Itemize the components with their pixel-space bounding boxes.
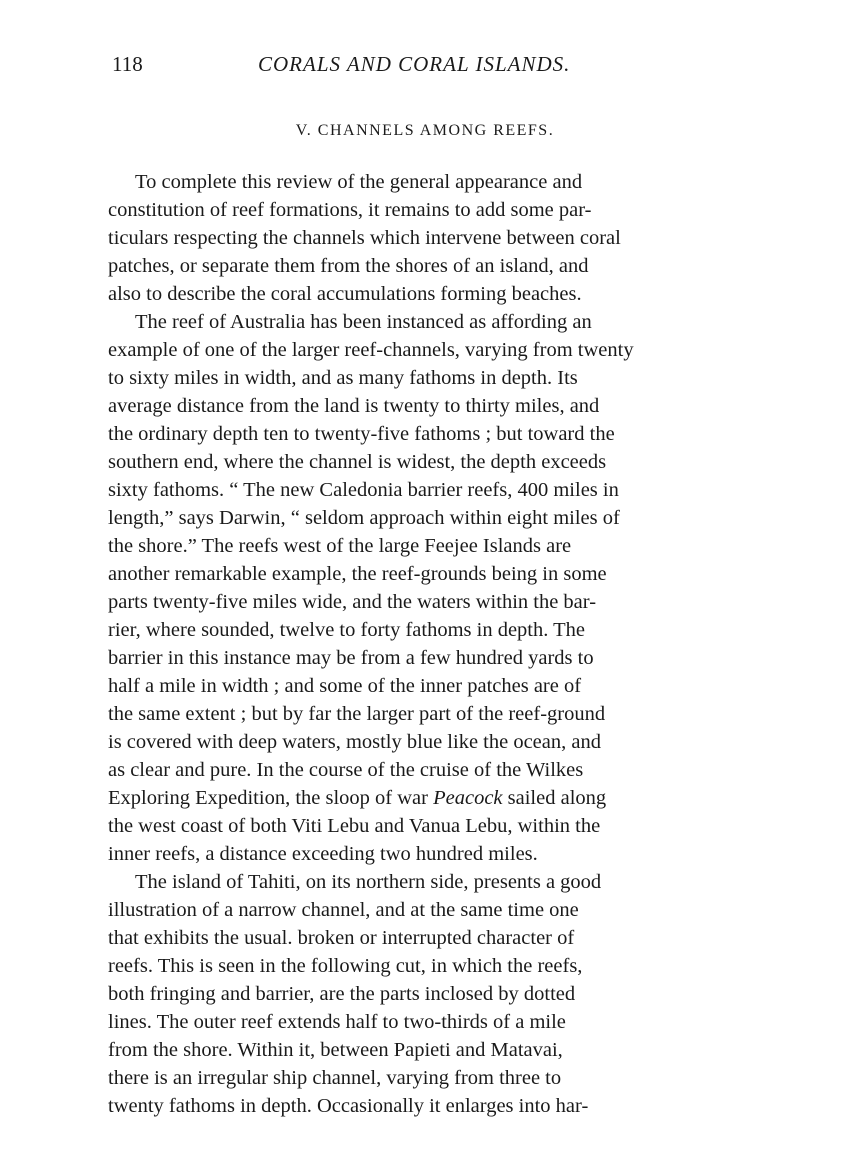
page-header [0,48,850,82]
text-line: patches, or separate them from the shores of an island, and [108,255,589,277]
paragraph [108,868,736,1120]
text-line: the ordinary depth ten to twenty-five fathoms ; but toward the [108,423,615,445]
text-line: as clear and pure. In the course of the cruise of the Wilkes [108,759,584,781]
text-line: example of one of the larger reef-channels, varying from twenty [108,339,634,361]
text-line: constitution of reef formations, it remains to add some par- [108,199,592,221]
running-title: CORALS AND CORAL ISLANDS. [258,52,571,76]
text-line: southern end, where the channel is widest, the depth exceeds [108,451,607,473]
text-line: reefs. This is seen in the following cut, in which the reefs, [108,955,583,977]
text-line: the same extent ; but by far the larger part of the reef-ground [108,703,606,725]
text-line: inner reefs, a distance exceeding two hundred miles. [108,843,538,865]
paragraph [108,168,736,308]
text-line: illustration of a narrow channel, and at the same time one [108,899,579,921]
text-line: The reef of Australia has been instanced as affording an [135,311,592,333]
body-text [108,168,736,1120]
text-line: both fringing and barrier, are the parts inclosed by dotted [108,983,576,1005]
text-line: ticulars respecting the channels which intervene between coral [108,227,621,249]
text-line: there is an irregular ship channel, varying from three to [108,1067,562,1089]
text-line: sixty fathoms. “ The new Caledonia barrier reefs, 400 miles in [108,479,619,501]
text-line: the shore.” The reefs west of the large Feejee Islands are [108,535,572,557]
text-line: to sixty miles in width, and as many fathoms in depth. Its [108,367,578,389]
text-line: is covered with deep waters, mostly blue like the ocean, and [108,731,601,753]
text-line: twenty fathoms in depth. Occasionally it enlarges into har- [108,1095,589,1117]
text-line: that exhibits the usual. broken or interrupted character of [108,927,575,949]
text-line: also to describe the coral accumulations forming beaches. [108,283,582,305]
text-line: rier, where sounded, twelve to forty fathoms in depth. The [108,619,586,641]
page-number: 118 [112,52,143,76]
section-heading: V. CHANNELS AMONG REEFS. [295,122,555,139]
text-line: average distance from the land is twenty to thirty miles, and [108,395,600,417]
text-line: length,” says Darwin, “ seldom approach within eight miles of [108,507,620,529]
text-line: lines. The outer reef extends half to two-thirds of a mile [108,1011,566,1033]
text-line: barrier in this instance may be from a few hundred yards to [108,647,594,669]
text-line: another remarkable example, the reef-grounds being in some [108,563,607,585]
text-line: half a mile in width ; and some of the inner patches are of [108,675,582,697]
text-line: To complete this review of the general appearance and [135,171,583,193]
text-line: Exploring Expedition, the sloop of war Peacock sailed along [108,787,607,809]
text-line: from the shore. Within it, between Papieti and Matavai, [108,1039,563,1061]
text-line: The island of Tahiti, on its northern side, presents a good [135,871,602,893]
text-line: the west coast of both Viti Lebu and Vanua Lebu, within the [108,815,601,837]
paragraph [108,308,736,868]
ship-name: Peacock [433,787,503,809]
text-line: parts twenty-five miles wide, and the waters within the bar- [108,591,597,613]
